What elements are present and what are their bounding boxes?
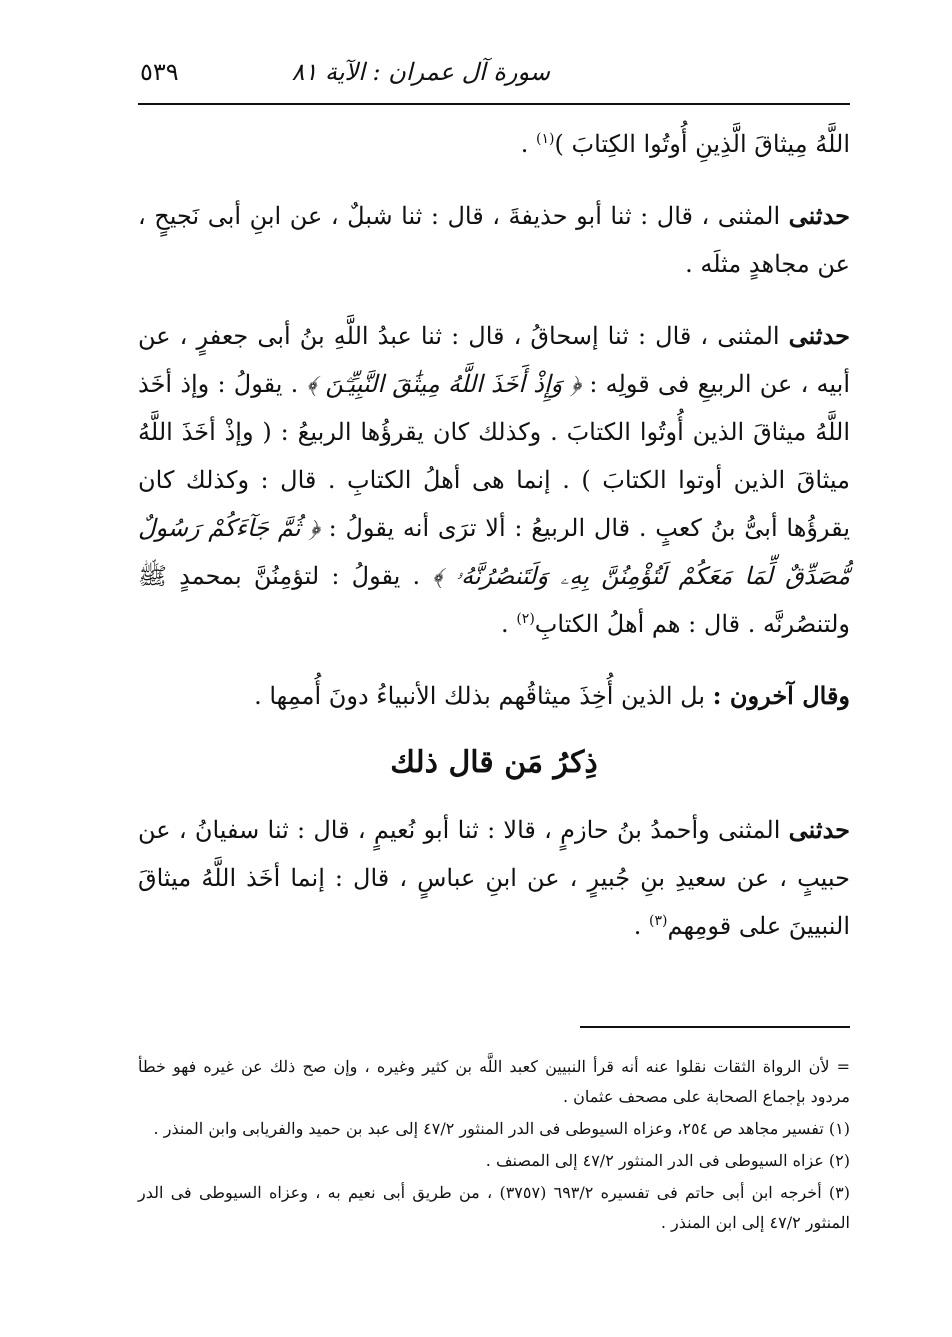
main-text [138, 120, 850, 950]
header-divider [138, 103, 850, 105]
paragraph-5-text: المثنى وأحمدُ بنُ حازمٍ ، قالا : ثنا أبو نُعيمٍ ، قال : ثنا سفيانُ ، عن حبيبٍ ، عن سعيدِ بنِ جُبيرٍ ، عن ابنِ عباسٍ ، قال : إنما أخَذ اللَّهُ ميثاقَ النبيينَ على قومِهم [138, 816, 850, 940]
page-header [138, 58, 850, 94]
footnotes [138, 1052, 850, 1240]
paragraph-spacer [138, 168, 850, 192]
paragraph-spacer [138, 288, 850, 312]
footnote-divider [580, 1026, 850, 1028]
paragraph-2 [138, 192, 850, 288]
paragraph-5-lead: حدثنى [788, 815, 850, 844]
paragraph-4 [138, 672, 850, 720]
paragraph-4-lead: وقال آخرون : [712, 681, 850, 710]
running-title: سورة آل عمران : الآية ٨١ [291, 58, 550, 86]
footnote-2: (٢) عزاه السيوطى فى الدر المنثور ٤٧/٢ إلى المصنف . [485, 1151, 850, 1170]
paragraph-1-text: اللَّهُ مِيثاقَ الَّذِينِ أُوتُوا الكِتابَ ) [554, 130, 850, 158]
footnote-ref-3[interactable]: (٣) [649, 913, 668, 929]
paragraph-3 [138, 312, 850, 648]
paragraph-4-text: بل الذين أُخِذَ ميثاقُهم بذلك الأنبياءُ دونَ أُممِها . [254, 682, 713, 710]
paragraph-3-text-a: المثنى ، قال : ثنا إسحاقُ ، قال : ثنا عبدُ اللَّهِ بنُ أبى جعفرٍ ، عن أبيه ، عن الربيعِ فى قولِه : [138, 322, 850, 398]
paragraph-5 [138, 806, 850, 950]
paragraph-5-end: . [633, 912, 650, 940]
paragraph-3-text-b: . يقولُ : وإذ أخَذ اللَّهُ ميثاقَ الذين أُوتُوا الكتابَ . وكذلك كان يقرؤُها الربيعُ : ( وإذْ أخَذَ اللَّهُ ميثاقَ الذين أوتوا الكتابَ ) . إنما هى أهلُ الكتابِ . قال : وكذلك كان يقرؤُها أبىُّ بنُ كعبٍ . قال الربيعُ : ألا ترَى أنه يقولُ : [138, 370, 850, 542]
quran-verse-2: ﴿ ثُمَّ جَآءَكُمْ رَسُولٌ مُّصَدِّقٌ لِّمَا مَعَكُمْ لَتُؤْمِنُنَّ بِهِۦ وَلَتَنصُرُنَّهُۥ ﴾ [138, 514, 850, 590]
page-number: ٥٣٩ [140, 58, 179, 86]
paragraph-spacer [138, 648, 850, 672]
footnote-ref-1[interactable]: (١) [536, 131, 555, 147]
paragraph-1-end: . [520, 130, 537, 158]
footnote-continuation: = لأن الرواة الثقات نقلوا عنه أنه قرأ النبيين كعبد اللَّه بن كثير وغيره ، وإن صح ذلك عن غيره فهو خطأ مردود بإجماع الصحابة على مصحف عثمان . [138, 1057, 851, 1106]
paragraph-3-lead: حدثنى [788, 321, 850, 350]
footnote-ref-2[interactable]: (٢) [516, 611, 535, 627]
footnote-3: (٣) أخرجه ابن أبى حاتم فى تفسيره ٦٩٣/٢ (٣٧٥٧) ، من طريق أبى نعيم به ، وعزاه السيوطى فى الدر المنثور ٤٧/٢ إلى ابن المنذر . [138, 1183, 851, 1232]
footnote-1: (١) تفسير مجاهد ص ٢٥٤، وعزاه السيوطى فى الدر المنثور ٤٧/٢ إلى عبد بن حميد والفريابى وابن المنذر . [153, 1119, 850, 1138]
paragraph-3-end: . [501, 610, 517, 638]
paragraph-2-text: المثنى ، قال : ثنا أبو حذيفةَ ، قال : ثنا شبلٌ ، عن ابنِ أبى نَجيحٍ ، عن مجاهدٍ مثلَه . [138, 202, 850, 278]
paragraph-2-lead: حدثنى [788, 201, 850, 230]
quran-verse-1: ﴿ وَإِذْ أَخَذَ اللَّهُ مِيثَٰقَ النَّبِيِّـۧنَ ﴾ [306, 370, 582, 398]
paragraph-3-text-c: . يقولُ : لتؤمِنُنَّ بمحمدٍ ﷺ ولتنصُرنَّه . قال : هم أهلُ الكتابِ [138, 562, 850, 638]
section-heading: ذِكرُ مَن قال ذلك [390, 745, 598, 780]
paragraph-1 [138, 120, 850, 168]
